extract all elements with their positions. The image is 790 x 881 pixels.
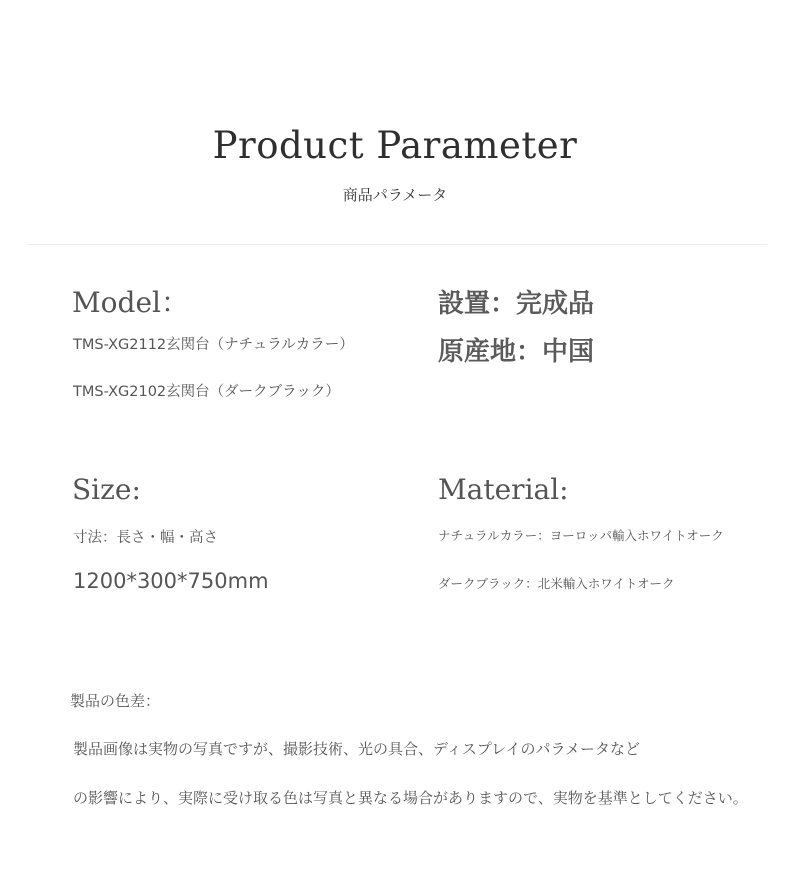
model-heading: Model： [72,286,189,319]
size-label: 寸法：長さ・幅・高さ [73,530,218,546]
color-note-line-2: の影響により、実際に受け取る色は写真と異なる場合がありますので、実物を基準としてください。 [73,789,748,807]
size-value: 1200*300*750mm [73,569,269,593]
size-heading: Size: [72,473,141,506]
header-divider [27,244,767,245]
color-note-heading: 製品の色差： [70,692,161,710]
origin-value: 原産地：中国 [438,337,595,367]
color-note-line-1: 製品画像は実物の写真ですが、撮影技術、光の具合、ディスプレイのパラメータなど [73,740,641,758]
page-title: Product Parameter [212,124,578,167]
material-item-dark: ダークブラック：北米輸入ホワイトオーク [438,576,675,591]
material-item-natural: ナチュラルカラー：ヨーロッパ輸入ホワイトオーク [438,528,724,543]
material-heading: Material: [438,473,569,506]
model-item-natural: TMS-XG2112玄関台（ナチュラルカラー） [73,337,354,353]
installation-value: 設置：完成品 [438,289,595,319]
page-subtitle: 商品パラメータ [342,186,448,204]
model-item-dark: TMS-XG2102玄関台（ダークブラック） [73,384,340,400]
